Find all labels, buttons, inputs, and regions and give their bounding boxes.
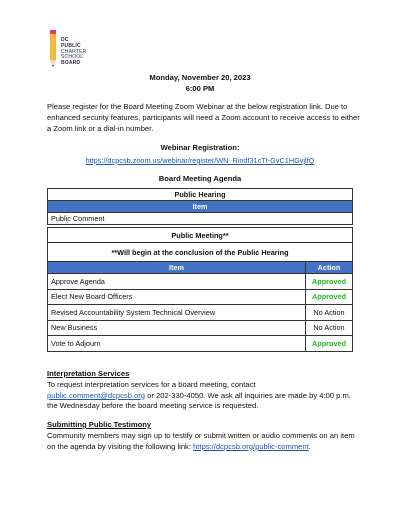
intro-paragraph: Please register for the Board Meeting Zoom Webinar at the below registration link. Due to enhanced security features, participants will need a Zoom account to receive access to either a Zoom link or a dial-in number. xyxy=(47,102,360,133)
meeting-datetime xyxy=(0,72,400,94)
table-row xyxy=(48,320,353,336)
webinar-registration-link[interactable]: https://dcpcsb.zoom.us/webinar/register/WN_Rindf31cTt-GvC1HGvjlfQ xyxy=(85,156,315,165)
action-status: Approved xyxy=(306,289,353,305)
agenda-item: Approve Agenda xyxy=(48,274,306,290)
meeting-date: Monday, November 20, 2023 xyxy=(149,73,251,82)
table-row xyxy=(48,305,353,321)
agenda-item: New Business xyxy=(48,320,306,336)
public-hearing-title: Public Hearing xyxy=(48,189,353,201)
agenda-item: Vote to Adjourn xyxy=(48,336,306,352)
table-row xyxy=(48,289,353,305)
table-row xyxy=(48,213,353,225)
testimony-heading: Submitting Public Testimony xyxy=(47,420,152,429)
table-row xyxy=(48,336,353,352)
action-status: No Action xyxy=(306,320,353,336)
table-row xyxy=(48,274,353,290)
action-status: Approved xyxy=(306,336,353,352)
public-hearing-table xyxy=(47,188,353,225)
action-status: Approved xyxy=(306,274,353,290)
agenda-title: Board Meeting Agenda xyxy=(158,174,242,183)
interpretation-text: To request interpretation services for a board meeting, contact public.comment@dcpcsb.org or 202-330-4050. We ask all inquiries are made by 4:00 p.m. the Wednesday before the board meeting service is requested. xyxy=(47,380,351,411)
interpretation-email-link[interactable]: public.comment@dcpcsb.org xyxy=(47,390,146,400)
pencil-logo-icon xyxy=(47,30,59,70)
meeting-time: 6:00 PM xyxy=(185,84,215,93)
public-meeting-title: Public Meeting** xyxy=(48,228,353,243)
action-status: No Action xyxy=(306,305,353,321)
column-header-item: Item xyxy=(48,201,353,213)
logo-wordmark: DC PUBLIC CHARTER SCHOOL BOARD xyxy=(61,37,87,67)
public-comment-link[interactable]: https://dcpcsb.org/public-comment xyxy=(193,441,309,451)
testimony-text: Community members may sign up to testify or submit written or audio comments on an item on the agenda by visiting the following link: https://dcpcsb.org/public-comment. xyxy=(47,431,355,451)
interpretation-heading: Interpretation Services xyxy=(47,369,130,378)
column-header-item: Item xyxy=(48,262,306,274)
agenda-item: Revised Accountability System Technical Overview xyxy=(48,305,306,321)
public-meeting-subtitle: **Will begin at the conclusion of the Public Hearing xyxy=(48,243,353,262)
dcpcsb-logo xyxy=(47,30,86,70)
webinar-registration-title: Webinar Registration: xyxy=(160,143,240,152)
agenda-item: Elect New Board Officers xyxy=(48,289,306,305)
public-meeting-table xyxy=(47,227,353,352)
agenda-item: Public Comment xyxy=(48,213,353,225)
column-header-action: Action xyxy=(306,262,353,274)
